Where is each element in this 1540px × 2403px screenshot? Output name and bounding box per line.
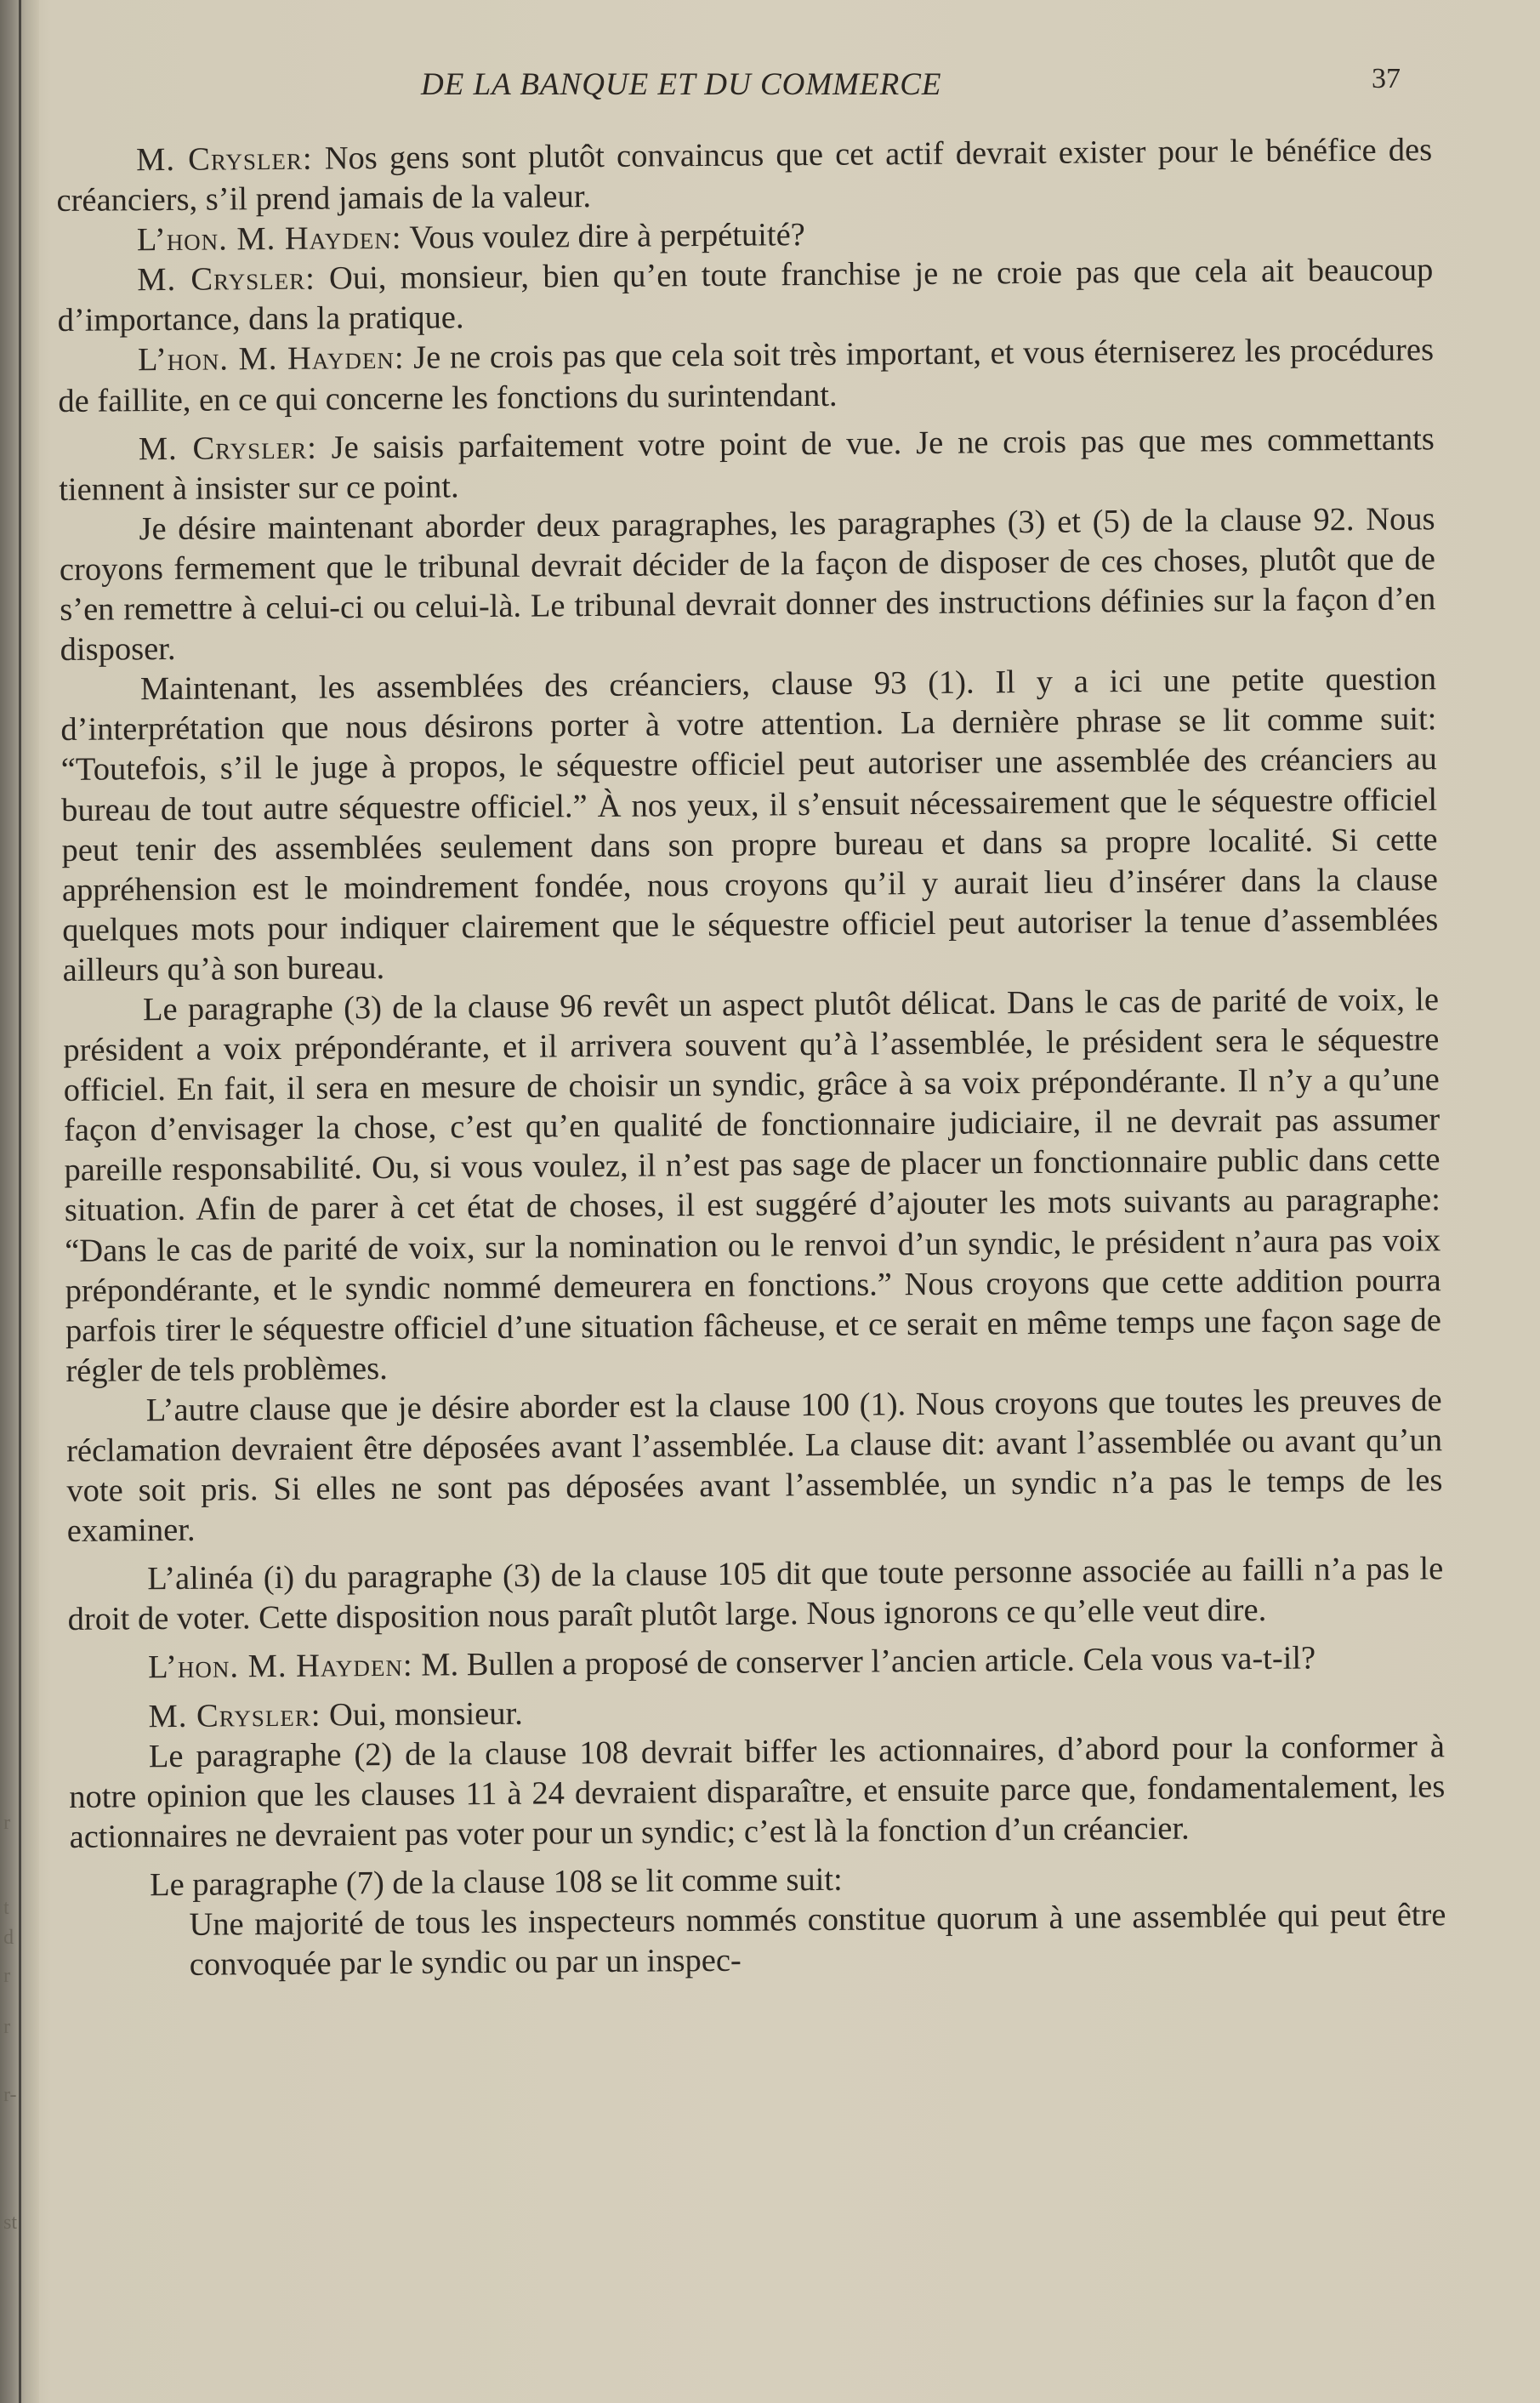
- paragraph: [69, 1727, 1446, 1858]
- paragraph-text: Le paragraphe (7) de la clause 108 se lit comme suit:: [149, 1861, 843, 1904]
- paragraph-text: L’alinéa (i) du paragraphe (3) de la clause 105 dit que toute personne associée au failli n’a pas le droit de voter. Cette disposition nous paraît plutôt large. Nous ignorons ce qu’elle veut dire.: [67, 1551, 1444, 1638]
- paragraph-text: Maintenant, les assemblées des créanciers, clause 93 (1). Il y a ici une petite question d’interprétation que nous désirons porter à votre attention. La dernière phrase se lit comme suit: “Toutefois, s’il le juge à propos, le séquestre officiel peut autoriser une assemblée des créanciers au bureau de tout autre séquestre officiel.” À nos yeux, il s’ensuit nécessairement que le séquestre officiel peut tenir des assemblées seulement dans son propre bureau et dans sa propre localité. Si cette appréhension est le moindrement fondée, nous croyons qu’il y aurait lieu d’insérer dans la clause quelques mots pour indiquer clairement que le séquestre officiel peut autoriser la tenue d’assemblées ailleurs qu’à son bureau.: [60, 661, 1439, 988]
- paragraph-text: Le paragraphe (3) de la clause 96 revêt un aspect plutôt délicat. Dans le cas de parité de voix, le président a voix prépondérante, et il arrivera souvent qu’à l’assemblée, le président sera le séquestre officiel. En fait, il sera en mesure de choisir un syndic, grâce à sa voix prépondérante. Il n’y a qu’une façon d’envisager la chose, c’est qu’en qualité de fonctionnaire judiciaire, il ne devrait pas assumer pareille responsabilité. Ou, si vous voulez, il n’est pas sage de placer un fonctionnaire public dans cette situation. Afin de parer à cet état de choses, il est suggéré d’ajouter les mots suivants au paragraphe: “Dans le cas de parité de voix, sur la nomination ou le renvoi d’un syndic, le président n’aura pas voix prépondérante, et le syndic nommé demeurera en fonctions.” Nous croyons que cette addition pourra parfois tirer le séquestre officiel d’une situation fâcheuse, et ce serait en même temps une façon sage de régler de tels problèmes.: [63, 982, 1442, 1389]
- paragraph: [59, 499, 1435, 670]
- speaker: L’hon. M. Hayden:: [147, 1648, 413, 1686]
- quoted-paragraph: [70, 1895, 1446, 1986]
- paragraph: [58, 331, 1435, 422]
- margin-fragment: st: [3, 2212, 18, 2234]
- body-text: [56, 130, 1446, 1986]
- paragraph: [60, 659, 1439, 990]
- paragraph-text: M. Bullen a proposé de conserver l’ancien article. Cela vous va-t-il?: [412, 1640, 1316, 1684]
- speaker: M. Crysler:: [148, 1697, 321, 1734]
- paragraph-text: Je saisis parfaitement votre point de vue. Je ne crois pas que mes commettants tiennent à insister sur ce point.: [59, 420, 1435, 508]
- paragraph-text: L’autre clause que je désire aborder est la clause 100 (1). Nous croyons que toutes les preuves de réclamation devraient être déposées avant l’assemblée. La clause dit: avant l’assemblée ou avant qu’un vote soit pris. Si elles ne sont pas déposées avant l’assemblée, un syndic n’a pas le temps de les examiner.: [65, 1382, 1443, 1550]
- margin-fragment: r: [3, 1812, 10, 1834]
- paragraph: [59, 419, 1435, 510]
- speaker: M. Crysler:: [138, 430, 318, 467]
- speaker: M. Crysler:: [137, 260, 315, 299]
- margin-fragment: r: [3, 2016, 10, 2038]
- paragraph-text: Oui, monsieur, bien qu’en toute franchise je ne croie pas que cela ait beaucoup d’importance, dans la pratique.: [57, 252, 1434, 339]
- paragraph-text: Je désire maintenant aborder deux paragraphes, les paragraphes (3) et (5) de la clause 92. Nous croyons fermement que le tribunal devrait décider de la façon de disposer de ces choses, plutôt que de s’en remettre à celui-ci ou celui-là. Le tribunal devrait donner des instructions définies sur la façon d’en disposer.: [59, 501, 1436, 669]
- paragraph-text: Je ne crois pas que cela soit très important, et vous éterniserez les procédures de faillite, en ce qui concerne les fonctions du surintendant.: [58, 332, 1435, 419]
- paragraph: [67, 1550, 1444, 1641]
- running-head: DE LA BANQUE ET DU COMMERCE: [421, 67, 942, 102]
- speaker: M. Crysler:: [136, 140, 313, 179]
- speaker: L’hon. M. Hayden:: [136, 219, 402, 259]
- paragraph-text: Vous voulez dire à perpétuité?: [401, 217, 805, 256]
- margin-fragment: r-: [3, 2084, 17, 2106]
- paragraph: [68, 1638, 1444, 1689]
- speaker: L’hon. M. Hayden:: [137, 340, 405, 379]
- paragraph: [57, 251, 1434, 342]
- margin-fragment: r: [3, 1965, 10, 1987]
- paragraph-text: Oui, monsieur.: [321, 1695, 524, 1734]
- gutter-line: [19, 0, 21, 2403]
- binding-gutter: [0, 0, 39, 2403]
- margin-fragment: d: [3, 1927, 14, 1949]
- page-number: 37: [1372, 63, 1401, 94]
- paragraph: [63, 980, 1442, 1392]
- paragraph-text: Le paragraphe (2) de la clause 108 devrait biffer les actionnaires, d’abord pour la conformer à notre opinion que les clauses 11 à 24 devraient disparaître, et ensuite parce que, fondamentalement, les actionnaires ne devraient pas voter pour un syndic; c’est là la fonction d’un créancier.: [69, 1728, 1446, 1855]
- margin-fragment: t: [3, 1897, 9, 1919]
- paragraph-text: Une majorité de tous les inspecteurs nommés constitue quorum à une assemblée qui peut être convoquée par le syndic ou par un inspec-: [189, 1897, 1446, 1983]
- paragraph: [66, 1381, 1443, 1552]
- paragraph-text: Nos gens sont plutôt convaincus que cet actif devrait exister pour le bénéfice des créanciers, s’il prend jamais de la valeur.: [56, 132, 1433, 219]
- paragraph: [56, 130, 1433, 221]
